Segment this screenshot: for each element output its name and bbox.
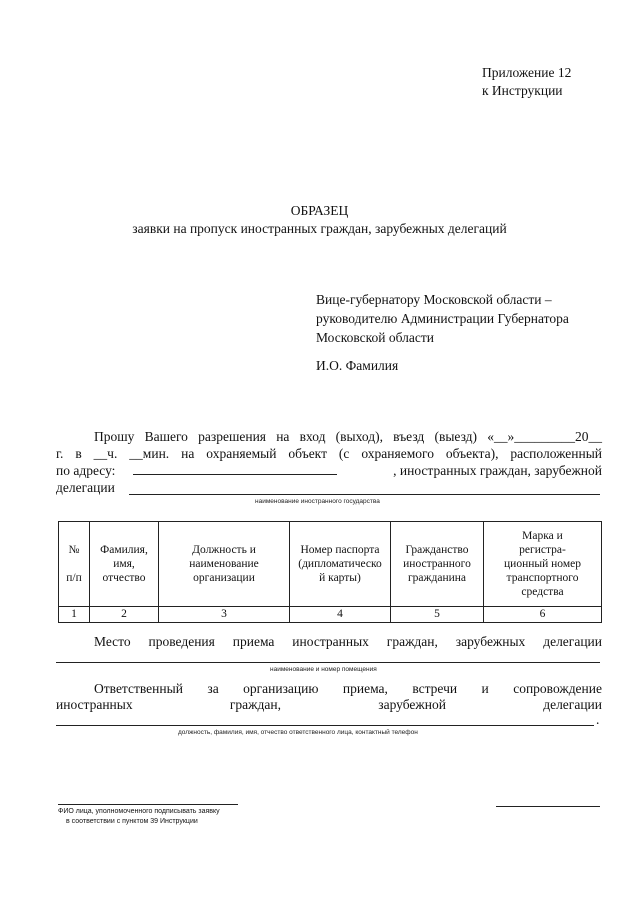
appendix-reference [482, 64, 571, 100]
addressee-line-3: Московской области [316, 330, 435, 345]
delegation-table [58, 521, 602, 623]
address-label: по адресу: [56, 463, 116, 478]
venue-blank-line [56, 662, 600, 663]
header-cell-vehicle: Марка и регистра- ционный номер транспортного средства [484, 522, 602, 607]
responsible-line-2: иностранных граждан, зарубежной делегации [56, 697, 602, 712]
addressee-line-2: руководителю Администрации Губернатора [316, 311, 569, 326]
country-blank-line [129, 494, 600, 495]
header-cell-passport: Номер паспорта (дипломатическо й карты) [290, 522, 391, 607]
responsible-line-1: Ответственный за организацию приема, встречи и сопровождение [94, 681, 602, 696]
responsible-hint: должность, фамилия, имя, отчество ответственного лица, контактный телефон [178, 729, 418, 736]
venue-hint: наименование и номер помещения [270, 666, 377, 673]
request-line-1: Прошу Вашего разрешения на вход (выход), въезд (выезд) «__»_________20__ [94, 429, 602, 444]
document-subtitle: заявки на пропуск иностранных граждан, зарубежных делегаций [132, 221, 507, 236]
request-line-3 [56, 462, 602, 479]
table-number-row [59, 607, 602, 623]
signature-line-right [496, 806, 600, 807]
appendix-line-1: Приложение 12 [482, 65, 572, 80]
signature-line-left [58, 804, 238, 805]
delegation-label: делегации [56, 480, 115, 495]
country-hint: наименование иностранного государства [255, 498, 380, 505]
responsible-end-mark: . [596, 712, 600, 727]
addressee-block [316, 290, 569, 347]
table-header-row [59, 522, 602, 607]
number-cell: 2 [90, 607, 159, 623]
number-cell: 1 [59, 607, 90, 623]
number-cell: 6 [484, 607, 602, 623]
request-line-2: г. в __ч. __мин. на охраняемый объект (с охраняемого объекта), расположенный [56, 446, 602, 461]
header-cell-number: № п/п [59, 522, 90, 607]
header-cell-name: Фамилия, имя, отчество [90, 522, 159, 607]
number-cell: 4 [290, 607, 391, 623]
addressee-fio: И.О. Фамилия [316, 358, 399, 373]
address-blank [133, 462, 337, 475]
appendix-line-2: к Инструкции [482, 83, 563, 98]
responsible-blank-line [56, 725, 594, 726]
document-title: ОБРАЗЕЦ [290, 203, 349, 218]
number-cell: 5 [391, 607, 484, 623]
address-continuation: , иностранных граждан, зарубежной [393, 463, 602, 478]
addressee-line-1: Вице-губернатору Московской области – [316, 292, 552, 307]
header-cell-position: Должность и наименование организации [159, 522, 290, 607]
footnote-line-2: в соответствии с пунктом 39 Инструкции [66, 818, 198, 825]
number-cell: 3 [159, 607, 290, 623]
venue-text: Место проведения приема иностранных граждан, зарубежных делегации [94, 634, 602, 649]
signature-footnote [58, 807, 220, 827]
footnote-line-1: ФИО лица, уполномоченного подписывать заявку [58, 808, 220, 815]
header-cell-citizenship: Гражданство иностранного гражданина [391, 522, 484, 607]
